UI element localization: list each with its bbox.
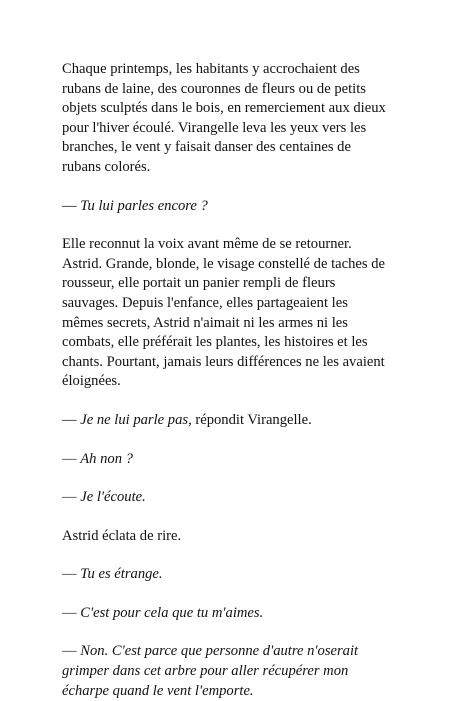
dialogue-text: Je ne lui parle pas <box>80 411 189 428</box>
dialogue-dash: — <box>62 197 81 214</box>
dialogue-line <box>62 197 388 217</box>
dialogue-line <box>62 411 388 431</box>
dialogue-dash: — <box>62 450 81 467</box>
dialogue-dash: — <box>62 604 81 621</box>
dialogue-text: Ah non ? <box>80 450 133 467</box>
dialogue-dash: — <box>62 643 81 660</box>
dialogue-text: C'est pour cela que tu m'aimes. <box>80 604 264 621</box>
dialogue-dash: — <box>62 489 81 506</box>
dialogue-text: Tu lui parles encore ? <box>80 197 208 214</box>
dialogue-line <box>62 450 388 470</box>
dialogue-line <box>62 604 388 624</box>
dialogue-tag: , répondit Virangelle. <box>188 411 312 428</box>
dialogue-dash: — <box>62 566 81 583</box>
dialogue-line <box>62 488 388 508</box>
dialogue-line <box>62 642 388 701</box>
dialogue-text: Tu es étrange. <box>80 566 163 583</box>
dialogue-dash: — <box>62 411 81 428</box>
dialogue-line <box>62 565 388 585</box>
paragraph-narration: Astrid éclata de rire. <box>62 527 182 544</box>
dialogue-text: Non. C'est parce que personne d'autre n'oserait grimper dans cet arbre pour aller récupérer mon écharpe quand le vent l'emporte. <box>62 643 359 699</box>
dialogue-text: Je l'écoute. <box>80 489 146 506</box>
paragraph-narration: Chaque printemps, les habitants y accrochaient des rubans de laine, des couronnes de fleurs ou de petits objets sculptés dans le bois, en remerciement aux dieux pour l'hiver écoulé. Virangelle leva les yeux vers les branches, le vent y faisait danser des centaines de rubans colorés. <box>62 61 386 175</box>
paragraph-narration: Elle reconnut la voix avant même de se retourner. Astrid. Grande, blonde, le visage constellé de taches de rousseur, elle portait un panier rempli de fleurs sauvages. Depuis l'enfance, elles partageaient les mêmes secrets, Astrid n'aimait ni les armes ni les combats, elle préférait les plantes, les histoires et les chants. Pourtant, jamais leurs différences ne les avaient éloignées. <box>62 236 385 390</box>
